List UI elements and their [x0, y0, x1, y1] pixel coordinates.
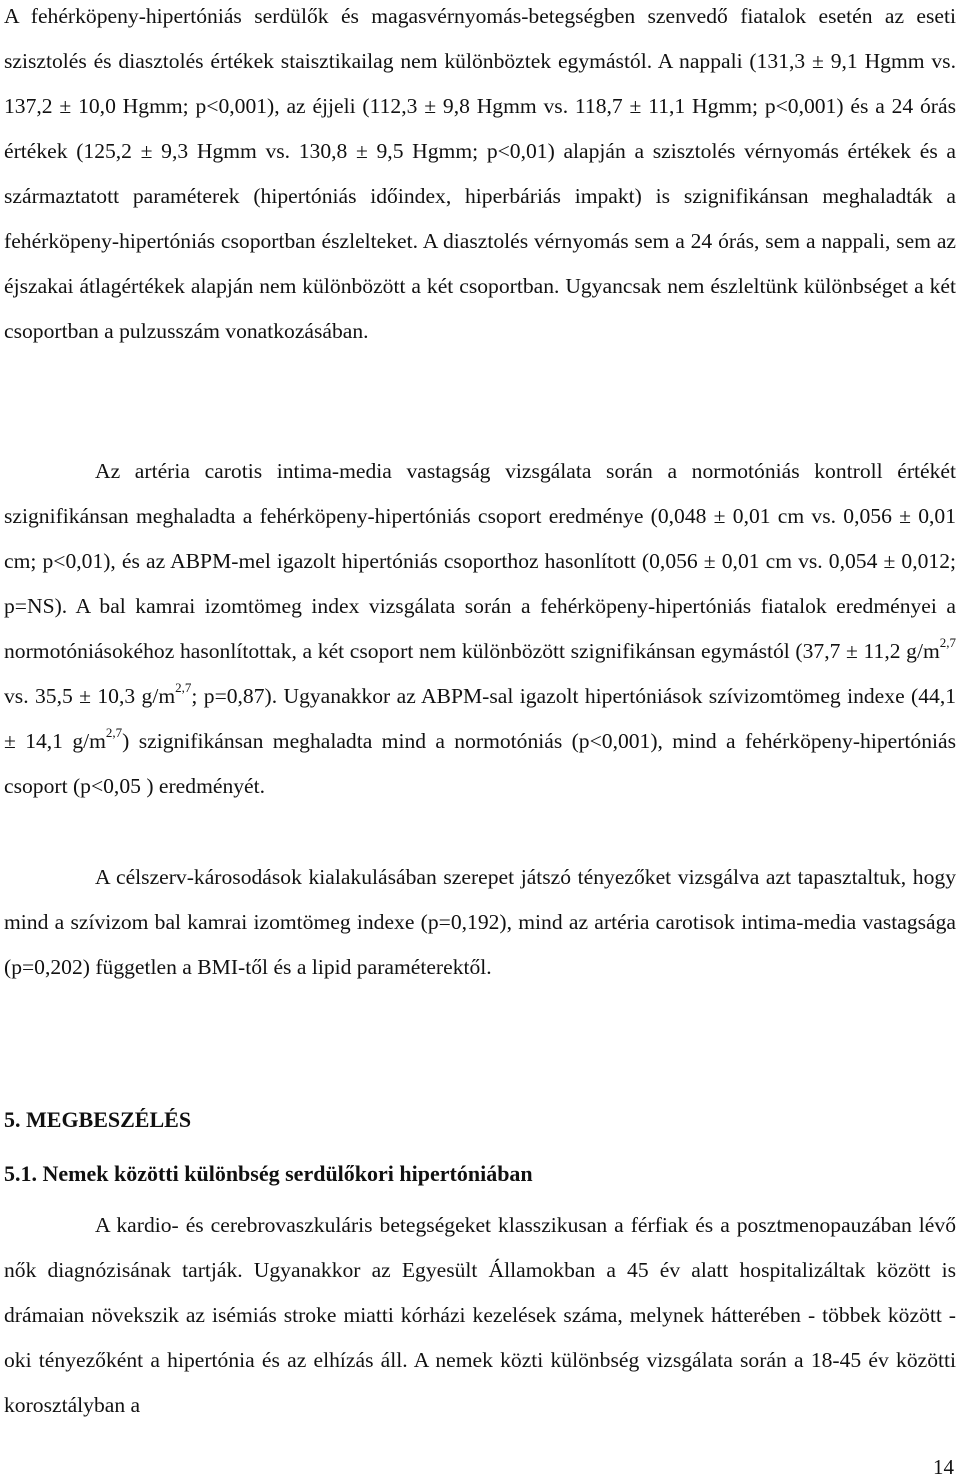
superscript-exponent: 2,7: [939, 635, 956, 650]
superscript-exponent: 2,7: [105, 725, 123, 740]
subsection-heading: 5.1. Nemek közötti különbség serdülőkori hipertóniában: [4, 1161, 533, 1186]
paragraph-text: ; p=0,87). Ugyanakkor az ABPM-sal igazolt hipertóniások szívizomtömeg indexe (44,1 ± 14,1 g/m: [4, 684, 957, 753]
paragraph-text: A kardio- és cerebrovaszkuláris betegségeket klasszikusan a férfiak és a posztmenopauzában lévő nők diagnózisának tartják. Ugyanakkor az Egyesült Államokban a 45 év alatt hospitalizáltak között is drámaian növekszik az isémiás stroke miatti kórházi kezelések száma, melynek hátterében - többek között - oki tényezőként a hipertónia és az elhízás áll. A nemek közti különbség vizsgálata során a 18-45 év közötti korosztályban a: [4, 1213, 956, 1417]
paragraph-text: ) szignifikánsan meghaladta mind a normotóniás (p<0,001), mind a fehérköpeny-hipertóniás csoport (p<0,05 ) eredményét.: [4, 729, 956, 798]
results-paragraph-carotis: [4, 449, 956, 809]
paragraph-text: Az artéria carotis intima-media vastagság vizsgálata során a normotóniás kontroll értékét szignifikánsan meghaladta a fehérköpeny-hipertóniás csoport eredménye (0,048 ± 0,01 cm vs. 0,056 ± 0,01 cm; p<0,01), és az ABPM-mel igazolt hipertóniás csoporthoz hasonlított (0,056 ± 0,01 cm vs. 0,054 ± 0,012; p=NS). A bal kamrai izomtömeg index vizsgálata során a fehérköpeny-hipertóniás fiatalok eredményei a normotóniásokéhoz hasonlítottak, a két csoport nem különbözött szignifikánsan egymástól (37,7 ± 11,2 g/m: [4, 459, 956, 663]
section-heading: 5. MEGBESZÉLÉS: [4, 1107, 192, 1132]
results-paragraph-target-organ: [4, 855, 956, 990]
discussion-paragraph: [4, 1203, 956, 1428]
superscript-exponent: 2,7: [175, 680, 192, 695]
paragraph-text: A fehérköpeny-hipertóniás serdülők és magasvérnyomás-betegségben szenvedő fiatalok esetén az eseti szisztolés és diasztolés értékek staisztikailag nem különböztek egymástól. A nappali (131,3 ± 9,1 Hgmm vs. 137,2 ± 10,0 Hgmm; p<0,001), az éjjeli (112,3 ± 9,8 Hgmm vs. 118,7 ± 11,1 Hgmm; p<0,001) és a 24 órás értékek (125,2 ± 9,3 Hgmm vs. 130,8 ± 9,5 Hgmm; p<0,01) alapján a szisztolés vérnyomás értékek és a származtatott paraméterek (hipertóniás időindex, hiperbáriás impakt) is szignifikánsan meghaladták a fehérköpeny-hipertóniás csoportban észlelteket. A diasztolés vérnyomás sem a 24 órás, sem a nappali, sem az éjszakai átlagértékek alapján nem különbözött a két csoportban. Ugyancsak nem észleltünk különbséget a két csoportban a pulzusszám vonatkozásában.: [4, 4, 956, 343]
paragraph-text: vs. 35,5 ± 10,3 g/m: [4, 684, 176, 708]
results-paragraph-blood-pressure: [4, 0, 956, 354]
page-number: 14: [933, 1455, 954, 1479]
paragraph-text: A célszerv-károsodások kialakulásában szerepet játszó tényezőket vizsgálva azt tapasztaltuk, hogy mind a szívizom bal kamrai izomtömeg indexe (p=0,192), mind az artéria carotisok intima-media vastagsága (p=0,202) független a BMI-től és a lipid paraméterektől.: [4, 865, 956, 979]
